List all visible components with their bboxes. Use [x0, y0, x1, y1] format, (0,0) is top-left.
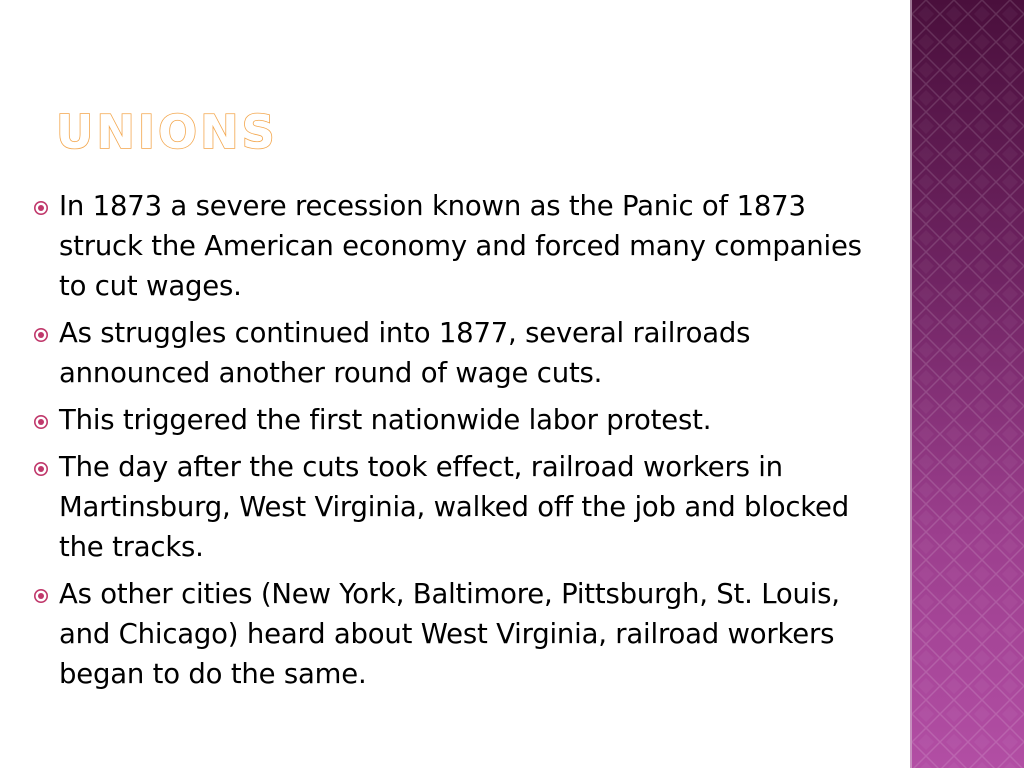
bullet-text: In 1873 a severe recession known as the Panic of 1873 struck the American economy and forced many companies to cut wages.	[59, 190, 862, 302]
circled-dot-icon	[33, 327, 49, 343]
circled-dot-icon	[33, 588, 49, 604]
bullet-text: The day after the cuts took effect, railroad workers in Martinsburg, West Virginia, walked off the job and blocked the tracks.	[59, 451, 849, 563]
bullet-item	[30, 574, 890, 694]
bullet-item	[30, 186, 890, 306]
bullet-text: As struggles continued into 1877, several railroads announced another round of wage cuts.	[59, 317, 751, 389]
circled-dot-icon	[33, 461, 49, 477]
bullet-list	[30, 186, 890, 701]
circled-dot-icon	[33, 414, 49, 430]
bullet-item	[30, 313, 890, 393]
bullet-item	[30, 447, 890, 567]
bullet-text: As other cities (New York, Baltimore, Pittsburgh, St. Louis, and Chicago) heard about West Virginia, railroad workers began to do the same.	[59, 578, 840, 690]
bullet-item	[30, 400, 890, 440]
circled-dot-icon	[33, 200, 49, 216]
diamond-pattern	[912, 0, 1024, 768]
slide-title: UNIONS	[56, 105, 278, 159]
bullet-text: This triggered the first nationwide labor protest.	[59, 404, 712, 436]
decorative-side-band	[912, 0, 1024, 768]
